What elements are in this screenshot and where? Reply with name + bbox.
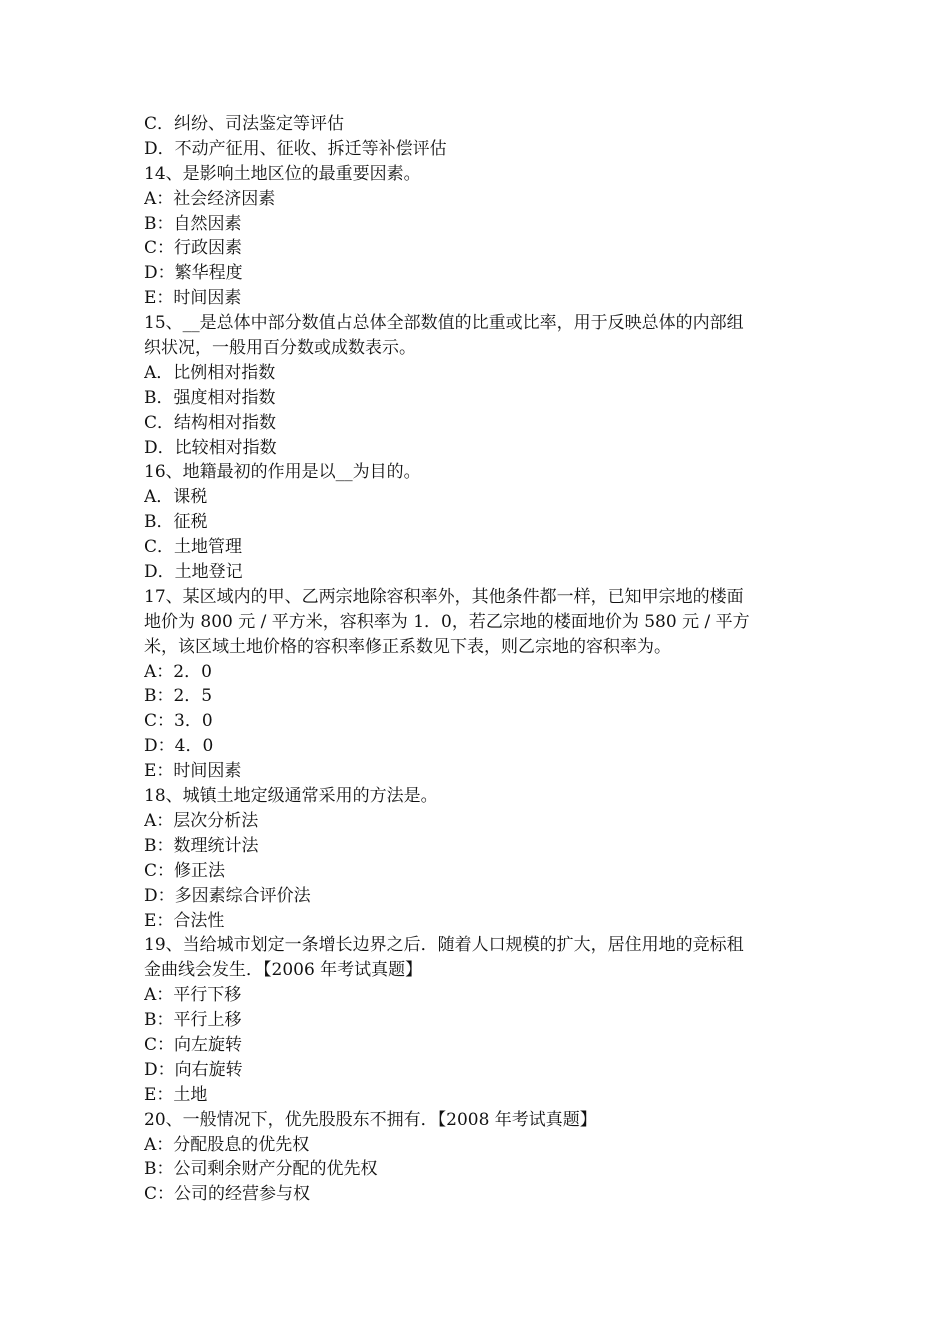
- option-line: A：分配股息的优先权: [144, 1134, 310, 1155]
- option-line: D．比较相对指数: [144, 437, 277, 458]
- option-line: D：多因素综合评价法: [144, 885, 311, 906]
- option-line: C：向左旋转: [144, 1034, 243, 1055]
- option-line: C．结构相对指数: [144, 412, 277, 433]
- option-line: C：3．0: [144, 711, 213, 732]
- question-19: 19、当给城市划定一条增长边界之后．随着人口规模的扩大，居住用地的竞标租: [144, 935, 744, 956]
- document-body: [144, 112, 814, 1207]
- option-line: B：公司剩余财产分配的优先权: [144, 1159, 378, 1180]
- question-16: 16、地籍最初的作用是以__为目的。: [144, 462, 421, 483]
- option-line: D：繁华程度: [144, 263, 243, 284]
- text-line: D．不动产征用、征收、拆迁等补偿评估: [144, 138, 447, 159]
- question-17: 17、某区域内的甲、乙两宗地除容积率外，其他条件都一样，已知甲宗地的楼面: [144, 586, 744, 607]
- question-18: 18、城镇土地定级通常采用的方法是。: [144, 786, 438, 807]
- option-line: C：行政因素: [144, 238, 243, 259]
- question-20: 20、一般情况下，优先股股东不拥有．【2008 年考试真题】: [144, 1109, 597, 1130]
- option-line: A：社会经济因素: [144, 188, 276, 209]
- option-line: D．土地登记: [144, 562, 243, 583]
- question-15: 15、__是总体中部分数值占总体全部数值的比重或比率，用于反映总体的内部组: [144, 313, 744, 334]
- question-14: 14、是影响土地区位的最重要因素。: [144, 163, 421, 184]
- option-line: E：时间因素: [144, 761, 242, 782]
- text-line: 米，该区域土地价格的容积率修正系数见下表，则乙宗地的容积率为。: [144, 636, 671, 657]
- option-line: C：修正法: [144, 860, 226, 881]
- text-line: 织状况，一般用百分数或成数表示。: [144, 338, 416, 359]
- option-line: C：公司的经营参与权: [144, 1184, 311, 1205]
- option-line: B．征税: [144, 512, 208, 533]
- option-line: A．课税: [144, 487, 208, 508]
- option-line: B：数理统计法: [144, 835, 259, 856]
- text-line: 金曲线会发生．【2006 年考试真题】: [144, 960, 423, 981]
- option-line: D：向右旋转: [144, 1059, 243, 1080]
- option-line: B：2．5: [144, 686, 213, 707]
- option-line: A：层次分析法: [144, 810, 259, 831]
- option-line: A．比例相对指数: [144, 362, 276, 383]
- text-line: C．纠纷、司法鉴定等评估: [144, 114, 345, 134]
- option-line: B：自然因素: [144, 213, 242, 234]
- option-line: B：平行上移: [144, 1010, 242, 1031]
- option-line: A：平行下移: [144, 985, 242, 1006]
- text-line: 地价为 800 元 / 平方米，容积率为 1．0，若乙宗地的楼面地价为 580 元 / 平方: [144, 611, 750, 632]
- option-line: A：2．0: [144, 661, 212, 682]
- option-line: E：时间因素: [144, 288, 242, 309]
- option-line: D：4．0: [144, 736, 214, 757]
- option-line: E：土地: [144, 1084, 208, 1105]
- option-line: E：合法性: [144, 910, 225, 931]
- option-line: B．强度相对指数: [144, 387, 276, 408]
- option-line: C．土地管理: [144, 537, 243, 558]
